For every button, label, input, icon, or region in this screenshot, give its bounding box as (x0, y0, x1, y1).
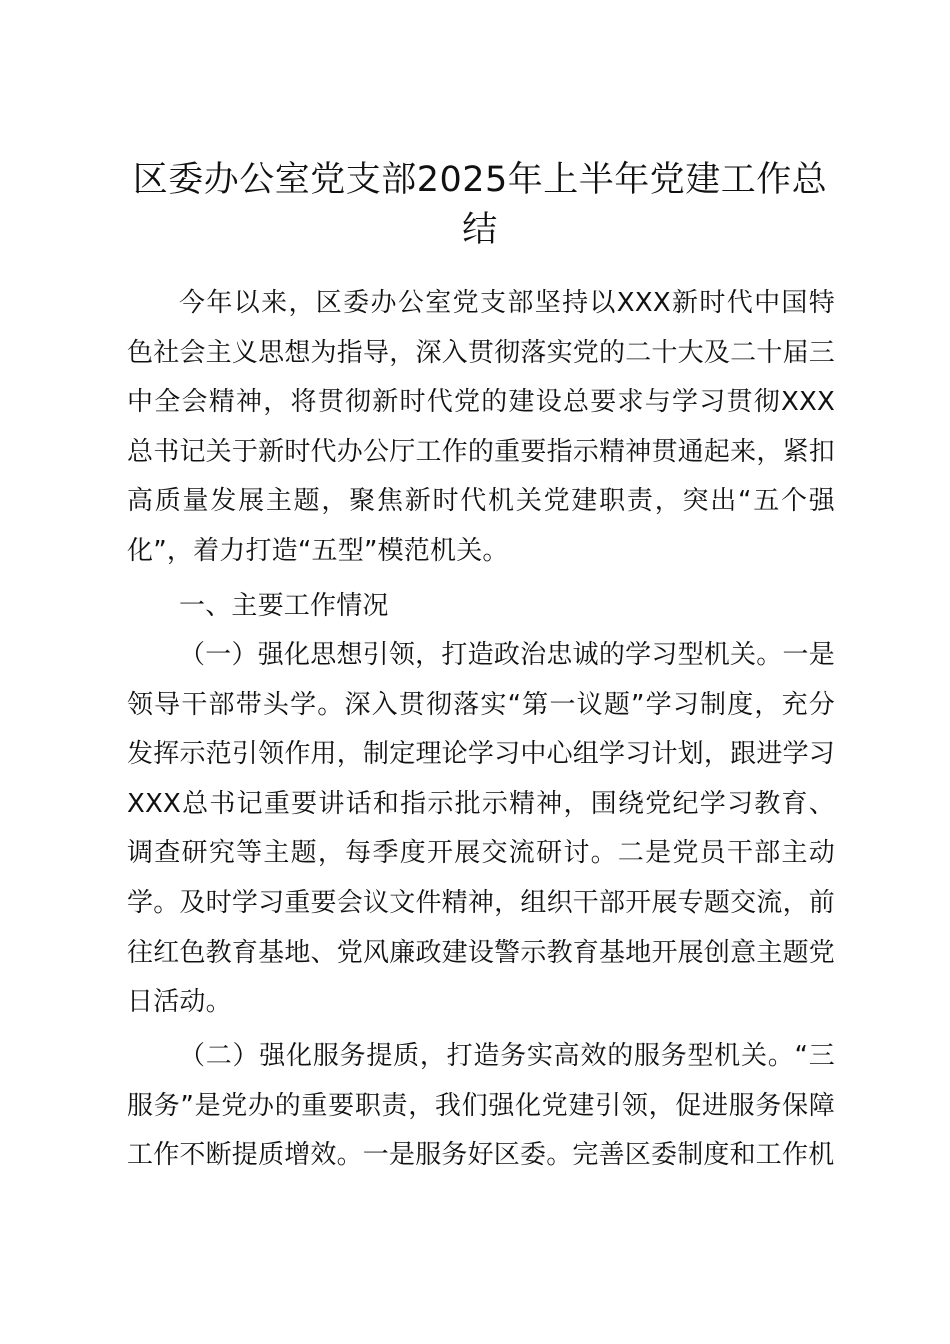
section-1-paragraph: （一）强化思想引领，打造政治忠诚的学习型机关。一是领导干部带头学。深入贯彻落实“第一议题”学习制度，充分发挥示范引领作用，制定理论学习中心组学习计划，跟进学习XXX总书记重要讲话和指示批示精神，围绕党纪学习教育、调查研究等主题，每季度开展交流研讨。二是党员干部主动学。及时学习重要会议文件精神，组织干部开展专题交流，前往红色教育基地、党风廉政建设警示教育基地开展创意主题党日活动。 (127, 640, 835, 1018)
document-title: 区委办公室党支部2025年上半年党建工作总结 (132, 160, 828, 250)
section-heading-main-work: 一、主要工作情况 (179, 591, 389, 621)
section-2-paragraph: （二）强化服务提质，打造务实高效的服务型机关。“三服务”是党办的重要职责，我们强化党建引领，促进服务保障工作不断提质增效。一是服务好区委。完善区委制度和工作机 (127, 1041, 835, 1171)
intro-paragraph: 今年以来，区委办公室党支部坚持以XXX新时代中国特色社会主义思想为指导，深入贯彻落实党的二十大及二十届三中全会精神，将贯彻新时代党的建设总要求与学习贯彻XXX总书记关于新时代办公厅工作的重要指示精神贯通起来，紧扣高质量发展主题，聚焦新时代机关党建职责，突出“五个强化”，着力打造“五型”模范机关。 (127, 288, 835, 566)
